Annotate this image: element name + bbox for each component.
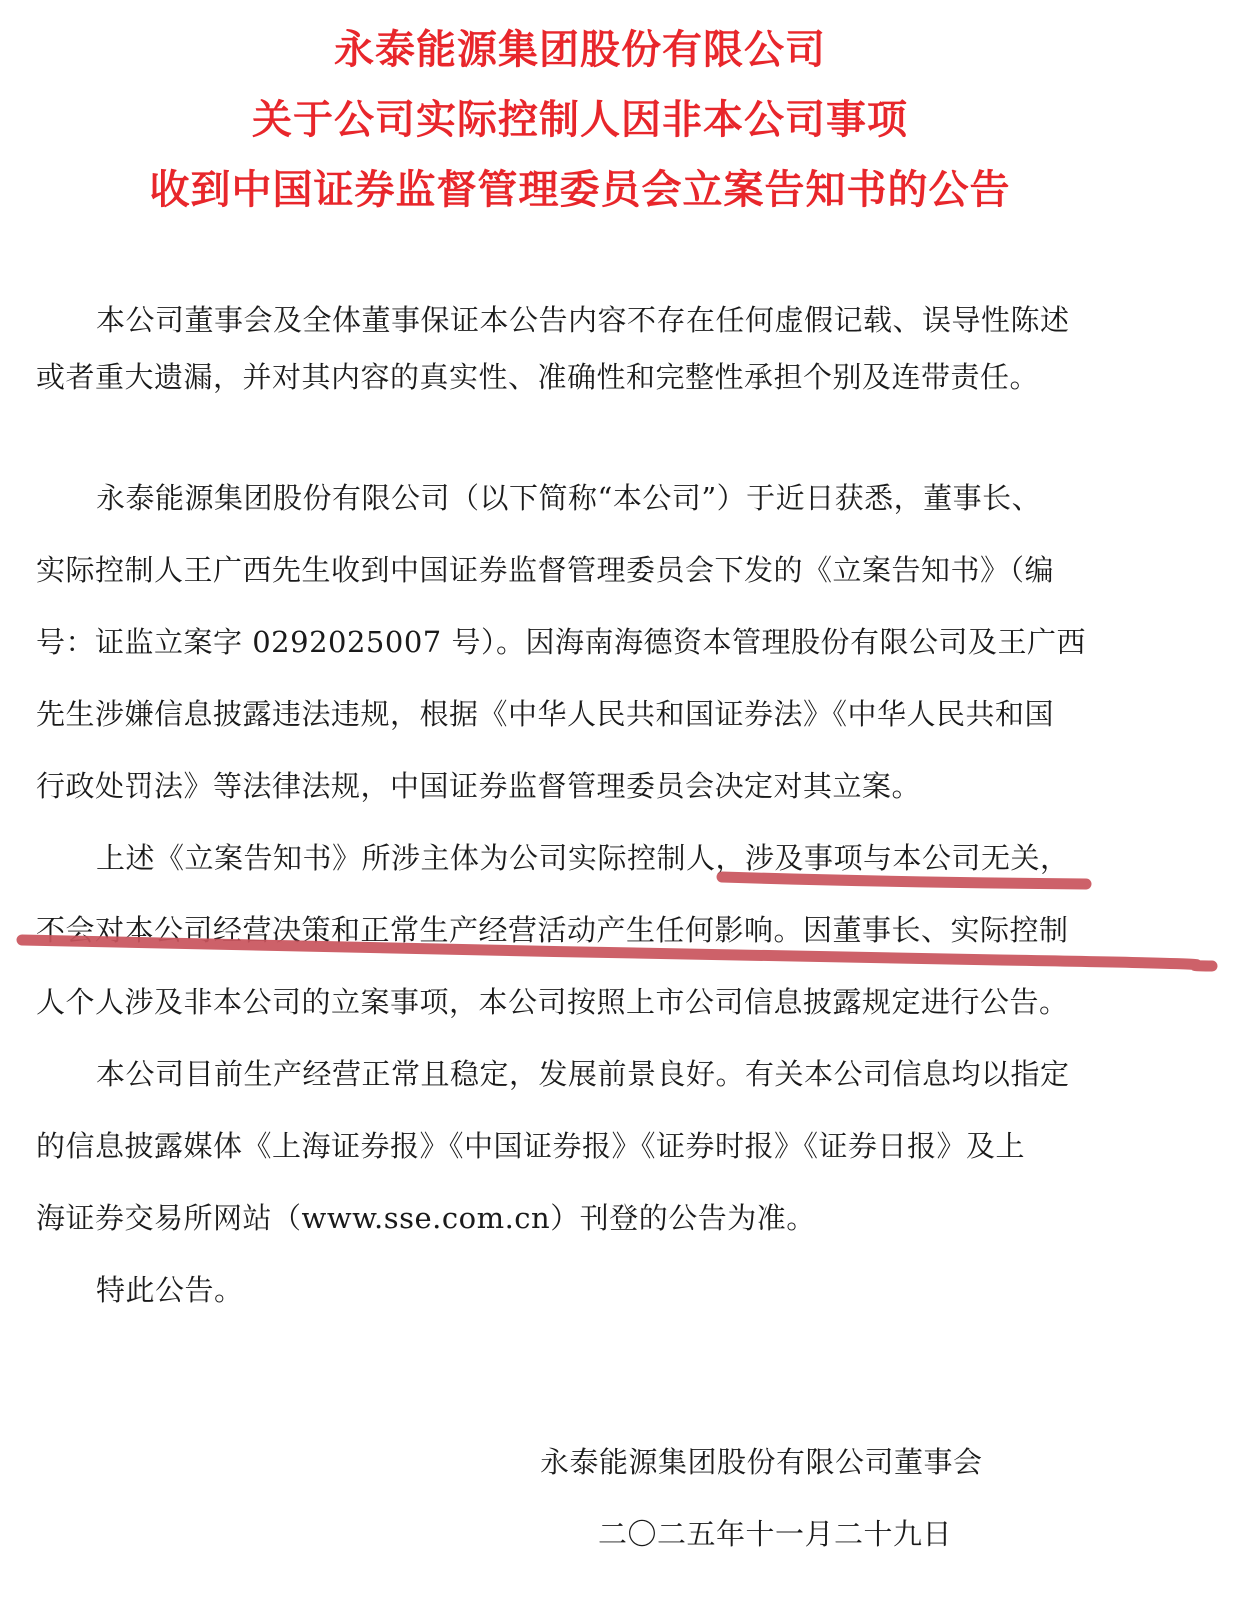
- title-subject-line: 关于公司实际控制人因非本公司事项: [252, 97, 908, 143]
- signature-date: 二〇二五年十一月二十九日: [598, 1517, 953, 1551]
- board-statement: [36, 292, 1136, 406]
- body-line: 先生涉嫌信息披露违法违规，根据《中华人民共和国证券法》《中华人民共和国: [36, 697, 1055, 731]
- body-line: 本公司目前生产经营正常且稳定，发展前景良好。有关本公司信息均以指定: [96, 1057, 1070, 1091]
- body-line-highlighted: 不会对本公司经营决策和正常生产经营活动产生任何影响。因董事长、实际控制: [36, 913, 1069, 947]
- body-line: 的信息披露媒体《上海证券报》《中国证券报》《证券时报》《证券日报》及上: [36, 1129, 1026, 1163]
- body-line: 永泰能源集团股份有限公司（以下简称“本公司”）于近日获悉，董事长、: [96, 481, 1042, 515]
- statement-line: 或者重大遗漏，并对其内容的真实性、准确性和完整性承担个别及连带责任。: [36, 360, 1040, 394]
- body-line: 上述《立案告知书》所涉主体为公司实际控制人，涉及事项与本公司无关，: [96, 841, 1070, 875]
- body-line: 人个人涉及非本公司的立案事项，本公司按照上市公司信息披露规定进行公告。: [36, 985, 1069, 1019]
- signature-board: 永泰能源集团股份有限公司董事会: [540, 1445, 983, 1479]
- body-line: 号：证监立案字 0292025007 号）。因海南海德资本管理股份有限公司及王广西: [36, 625, 1086, 659]
- title-notice-line: 收到中国证券监督管理委员会立案告知书的公告: [149, 167, 1011, 213]
- body-line: 海证券交易所网站（www.sse.com.cn）刊登的公告为准。: [36, 1201, 816, 1235]
- announcement-body: [36, 462, 1136, 1326]
- body-line: 行政处罚法》等法律法规，中国证券监督管理委员会决定对其立案。: [36, 769, 922, 803]
- title-company-name: 永泰能源集团股份有限公司: [334, 27, 826, 73]
- closing-line: 特此公告。: [96, 1273, 244, 1307]
- body-line: 实际控制人王广西先生收到中国证券监督管理委员会下发的《立案告知书》（编: [36, 553, 1055, 587]
- statement-line: 本公司董事会及全体董事保证本公告内容不存在任何虚假记载、误导性陈述: [96, 303, 1070, 337]
